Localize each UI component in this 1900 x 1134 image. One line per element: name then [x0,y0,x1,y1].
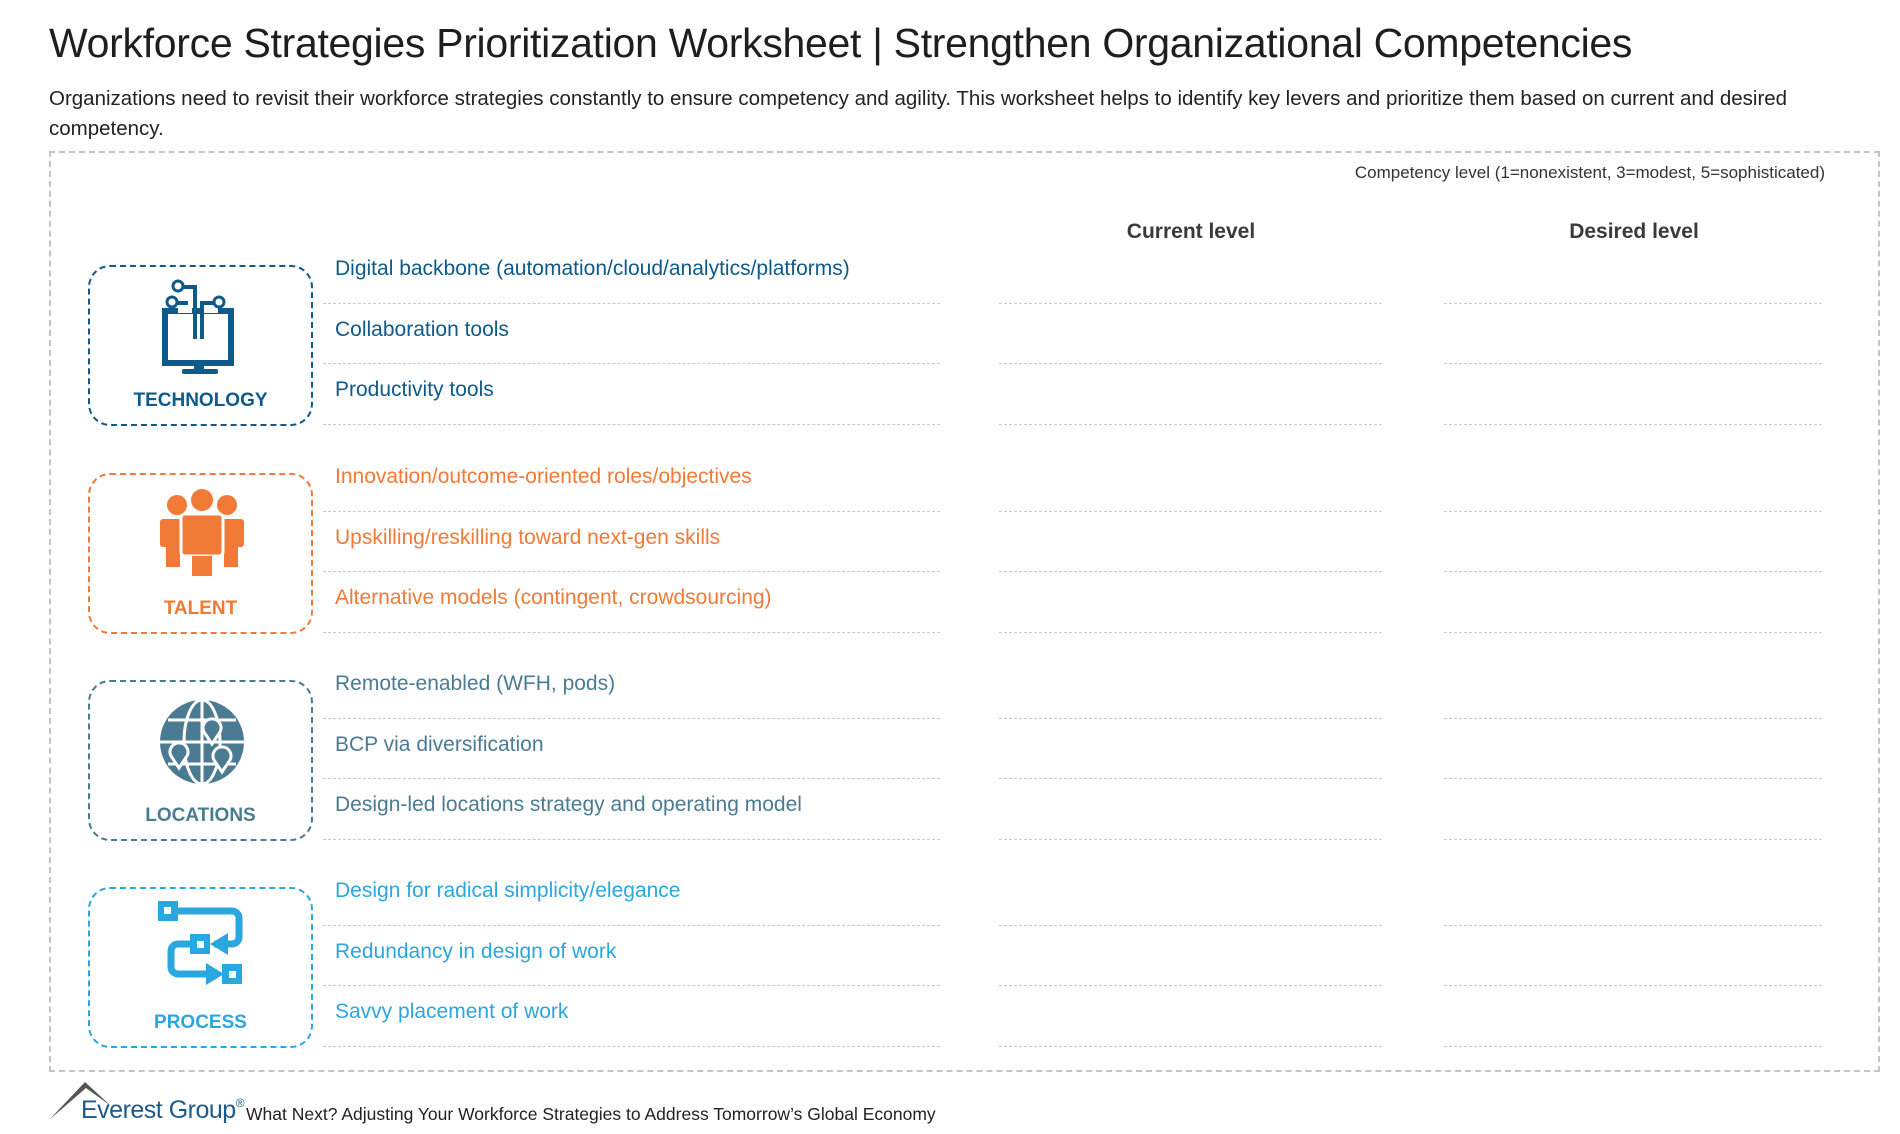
everest-group-logo [81,1096,244,1125]
table-row [323,658,1822,719]
table-row [323,364,1822,425]
desired-level-input[interactable] [1444,304,1822,365]
current-level-input[interactable] [999,658,1382,719]
process-items [323,865,1822,1047]
table-row [323,304,1822,365]
talent-category [88,473,313,634]
current-level-input[interactable] [999,572,1382,633]
lever-label: Productivity tools [323,364,940,425]
footer-source-text: What Next? Adjusting Your Workforce Strategies to Address Tomorrow’s Global Economy [246,1104,936,1124]
table-row [323,451,1822,512]
table-row [323,512,1822,573]
footer [49,1080,1149,1130]
page-title: Workforce Strategies Prioritization Worksheet | Strengthen Organizational Competencies [49,20,1633,66]
table-row [323,779,1822,840]
process-category [88,887,313,1048]
locations-category [88,680,313,841]
current-level-input[interactable] [999,926,1382,987]
lever-label: Remote-enabled (WFH, pods) [323,658,940,719]
current-level-input[interactable] [999,719,1382,780]
current-level-input[interactable] [999,779,1382,840]
category-label: PROCESS [154,1012,247,1033]
desired-level-input[interactable] [1444,658,1822,719]
lever-label: Upskilling/reskilling toward next-gen skills [323,512,940,573]
table-row [323,719,1822,780]
process-flow-icon [152,899,252,999]
current-level-input[interactable] [999,986,1382,1047]
category-label: LOCATIONS [145,805,256,826]
desired-level-input[interactable] [1444,779,1822,840]
page-subtitle: Organizations need to revisit their workforce strategies constantly to ensure competency and agility. This worksheet helps to identify key levers and prioritize them based on current and desired competency. [49,87,1788,140]
desired-level-input[interactable] [1444,451,1822,512]
table-row [323,243,1822,304]
lever-label: Design-led locations strategy and operating model [323,779,940,840]
lever-label: BCP via diversification [323,719,940,780]
table-row [323,572,1822,633]
lever-label: Collaboration tools [323,304,940,365]
desired-level-input[interactable] [1444,986,1822,1047]
current-level-input[interactable] [999,865,1382,926]
table-row [323,865,1822,926]
desired-level-input[interactable] [1444,364,1822,425]
lever-label: Savvy placement of work [323,986,940,1047]
current-level-input[interactable] [999,364,1382,425]
technology-items [323,243,1822,425]
desired-level-input[interactable] [1444,926,1822,987]
globe-pins-icon [152,692,252,792]
talent-items [323,451,1822,633]
current-level-input[interactable] [999,304,1382,365]
desired-level-input[interactable] [1444,572,1822,633]
lever-label: Redundancy in design of work [323,926,940,987]
current-level-input[interactable] [999,451,1382,512]
registered-mark: ® [235,1096,245,1110]
current-level-input[interactable] [999,243,1382,304]
desired-level-input[interactable] [1444,719,1822,780]
desired-level-input[interactable] [1444,865,1822,926]
category-label: TECHNOLOGY [133,390,268,411]
competency-legend: Competency level (1=nonexistent, 3=modest, 5=sophisticated) [1354,163,1825,182]
lever-label: Design for radical simplicity/elegance [323,865,940,926]
current-level-header: Current level [1126,220,1256,243]
table-row [323,986,1822,1047]
desired-level-header: Desired level [1569,220,1699,243]
category-label: TALENT [163,598,238,619]
lever-label: Innovation/outcome-oriented roles/objectives [323,451,940,512]
monitor-circuit-icon [152,277,252,377]
technology-category [88,265,313,426]
lever-label: Digital backbone (automation/cloud/analytics/platforms) [323,243,940,304]
people-group-icon [152,485,252,585]
table-row [323,926,1822,987]
locations-items [323,658,1822,840]
desired-level-input[interactable] [1444,512,1822,573]
logo-text: Everest Group [81,1096,236,1124]
lever-label: Alternative models (contingent, crowdsourcing) [323,572,940,633]
desired-level-input[interactable] [1444,243,1822,304]
current-level-input[interactable] [999,512,1382,573]
